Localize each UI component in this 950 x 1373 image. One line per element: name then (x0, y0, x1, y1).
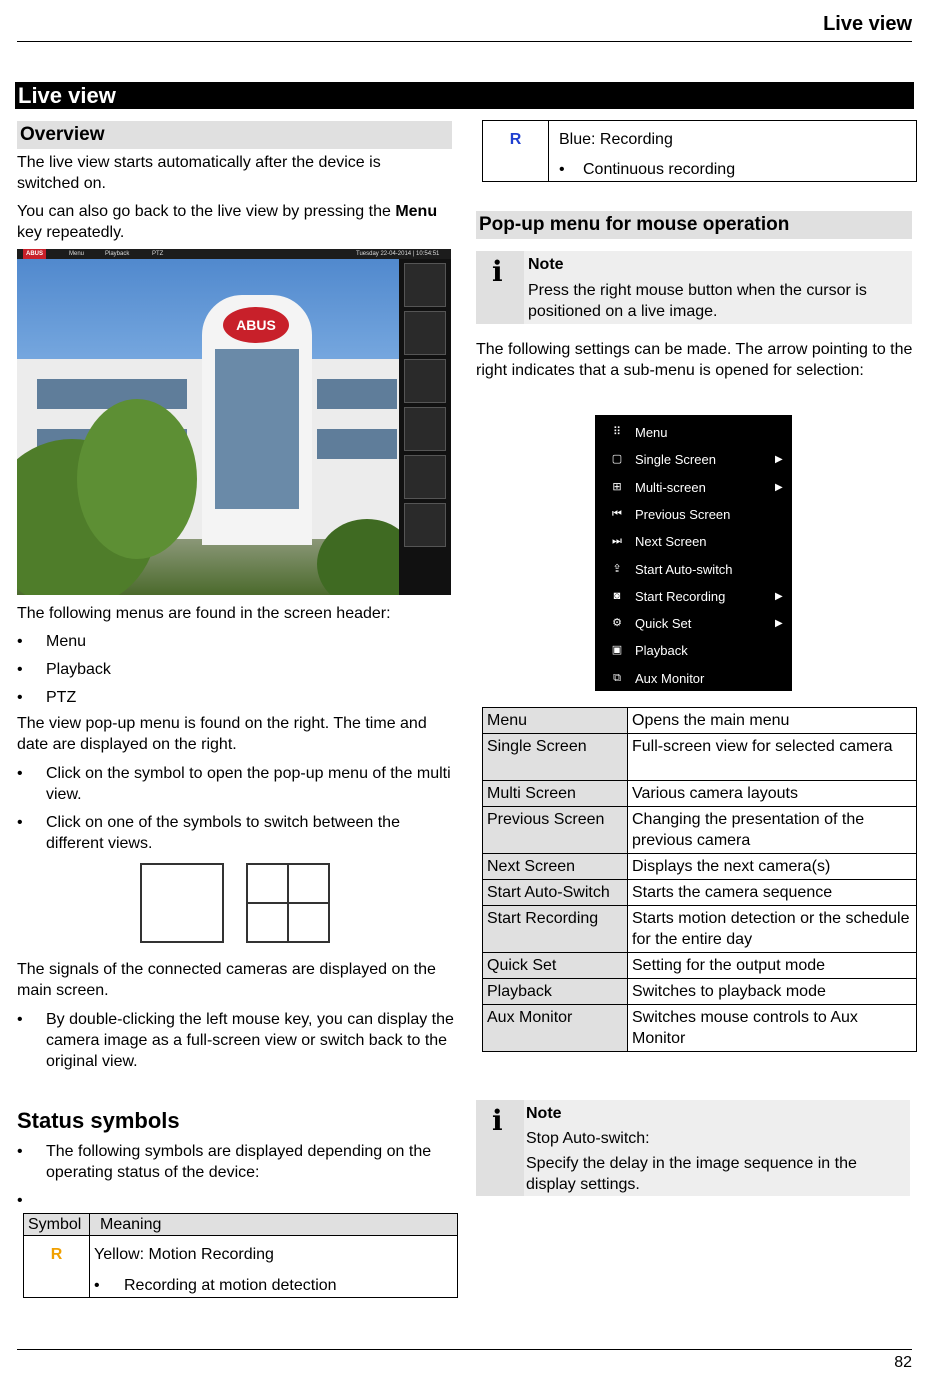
screenshot-header-bar (17, 249, 451, 259)
screenshot-ptz-item: PTZ (152, 251, 164, 257)
popup-menu-item[interactable] (595, 419, 792, 446)
header-divider (17, 41, 912, 42)
menu-item-label: Menu (635, 425, 668, 440)
popup-menu-item[interactable] (595, 610, 792, 637)
menu-item-icon: ⚙ (612, 617, 622, 630)
menu-item-label: Playback (635, 643, 688, 659)
footer-divider (17, 1349, 912, 1350)
live-view-screenshot (17, 249, 451, 595)
chapter-banner: Live view (15, 82, 914, 109)
popup-menu (595, 415, 792, 691)
table-row (483, 906, 917, 953)
table-row (483, 880, 917, 906)
table-value: Opens the main menu (628, 708, 917, 734)
overview-heading: Overview (17, 121, 452, 149)
menu-item-label: Previous Screen (635, 506, 731, 522)
menu-item-icon: ▣ (611, 644, 623, 657)
quad-view-icon[interactable] (246, 863, 330, 943)
menu-item-icon: ◙ (613, 589, 621, 602)
table-key: Quick Set (483, 953, 628, 979)
submenu-arrow-icon: ▶ (775, 590, 783, 602)
menu-item-label: Aux Monitor (635, 670, 705, 686)
menu-item-label: Multi-screen (635, 479, 706, 495)
popup-paragraph: The view pop-up menu is found on the right. The time and date are displayed on the right. (17, 715, 427, 753)
menu-key-label: Menu (395, 203, 438, 220)
table-key: Aux Monitor (483, 1005, 628, 1052)
note-line-1: Stop Auto-switch: (526, 1130, 650, 1147)
menu-item-icon: ⠿ (612, 426, 622, 438)
table-row (483, 781, 917, 807)
status-symbol-yellow: R (24, 1236, 90, 1298)
page-header-title: Live view (823, 13, 912, 35)
empty-bullet: • (17, 1192, 23, 1209)
table-key: Previous Screen (483, 807, 628, 854)
list-item: • Click on one of the symbols to switch between the different views. (17, 812, 455, 854)
note-box-2 (476, 1100, 910, 1196)
overview-paragraph-1: The live view starts automatically after the device is switched on. (17, 154, 381, 192)
screenshot-playback-item: Playback (105, 251, 130, 257)
popup-menu-item[interactable] (595, 665, 792, 692)
status-col-meaning: Meaning (90, 1214, 458, 1236)
table-key: Start Recording (483, 906, 628, 953)
popup-menu-item[interactable] (595, 556, 792, 583)
list-item: • Click on the symbol to open the pop-up menu of the multi view. (17, 763, 455, 805)
table-row (483, 734, 917, 781)
header-menus-list (17, 631, 447, 708)
view-bullets (17, 763, 455, 854)
info-icon: i (476, 1100, 524, 1196)
menu-item-label: Single Screen (635, 452, 716, 468)
table-key: Single Screen (483, 734, 628, 781)
list-item: • PTZ (17, 687, 447, 708)
table-row (483, 807, 917, 854)
menu-item-icon: ⏭ (612, 535, 622, 548)
status-table (23, 1213, 458, 1298)
status-meaning: Yellow: Motion Recording (94, 1246, 274, 1263)
table-value: Starts motion detection or the schedule for the entire day (628, 906, 917, 953)
table-key: Start Auto-Switch (483, 880, 628, 906)
status-detail: • Continuous recording (559, 159, 906, 180)
note-title: Note (526, 1105, 562, 1122)
note-box-1 (476, 251, 912, 324)
table-key: Playback (483, 979, 628, 1005)
menus-intro: The following menus are found in the screen header: (17, 605, 391, 622)
status-heading: Status symbols (17, 1108, 180, 1133)
table-value: Displays the next camera(s) (628, 854, 917, 880)
table-value: Switches to playback mode (628, 979, 917, 1005)
list-item: • By double-clicking the left mouse key, you can display the camera image as a full-screen view or switch back to the original view. (17, 1009, 457, 1072)
screenshot-logo: ABUS (23, 249, 46, 259)
table-value: Full-screen view for selected camera (628, 734, 917, 781)
popup-menu-item[interactable] (595, 474, 792, 501)
signals-bullets (17, 1009, 457, 1072)
table-row (483, 979, 917, 1005)
menu-item-label: Quick Set (635, 616, 692, 632)
status-table-continued (482, 120, 917, 182)
menu-item-label: Start Recording (635, 588, 726, 604)
menu-item-label: Next Screen (635, 534, 707, 550)
menu-item-icon: ⊞ (612, 480, 622, 493)
status-meaning: Blue: Recording (559, 131, 673, 148)
status-detail: • Recording at motion detection (94, 1275, 453, 1296)
popup-menu-item[interactable] (595, 446, 792, 473)
submenu-arrow-icon: ▶ (775, 454, 783, 466)
note-title: Note (528, 256, 564, 273)
popup-menu-item[interactable] (595, 528, 792, 555)
table-value: Switches mouse controls to Aux Monitor (628, 1005, 917, 1052)
status-col-symbol: Symbol (24, 1214, 90, 1236)
building-sign: ABUS (223, 307, 289, 343)
list-item: • Playback (17, 659, 447, 680)
status-symbol-blue: R (483, 121, 549, 182)
function-table (482, 707, 917, 1052)
popup-intro: The following settings can be made. The arrow pointing to the right indicates that a sub-menu is opened for selection: (476, 341, 913, 379)
table-key: Next Screen (483, 854, 628, 880)
menu-item-label: Start Auto-switch (635, 561, 733, 577)
table-value: Setting for the output mode (628, 953, 917, 979)
table-row (483, 854, 917, 880)
table-value: Starts the camera sequence (628, 880, 917, 906)
table-row (483, 708, 917, 734)
signals-paragraph: The signals of the connected cameras are displayed on the main screen. (17, 961, 436, 999)
note-text: Press the right mouse button when the cursor is positioned on a live image. (528, 282, 867, 320)
popup-menu-item[interactable] (595, 637, 792, 664)
list-item: • Menu (17, 631, 447, 652)
menu-item-icon: ⏮ (612, 507, 622, 520)
page-number: 82 (894, 1354, 912, 1371)
submenu-arrow-icon: ▶ (775, 481, 783, 493)
table-value: Changing the presentation of the previous camera (628, 807, 917, 854)
single-view-icon[interactable] (140, 863, 224, 943)
menu-item-icon: ⧉ (613, 671, 621, 684)
popup-heading: Pop-up menu for mouse operation (476, 211, 912, 239)
table-key: Menu (483, 708, 628, 734)
status-bullets (17, 1141, 447, 1183)
note-line-2: Specify the delay in the image sequence in the display settings. (526, 1155, 857, 1193)
list-item: • The following symbols are displayed depending on the operating status of the device: (17, 1141, 447, 1183)
menu-item-icon: ⇪ (612, 562, 622, 575)
screenshot-datetime: Tuesday 22-04-2014 | 10:54:51 (356, 251, 440, 257)
screenshot-menu-item: Menu (69, 251, 85, 257)
table-row (483, 1005, 917, 1052)
table-key: Multi Screen (483, 781, 628, 807)
info-icon: i (476, 251, 524, 324)
table-value: Various camera layouts (628, 781, 917, 807)
popup-menu-item[interactable] (595, 501, 792, 528)
submenu-arrow-icon: ▶ (775, 618, 783, 630)
overview-paragraph-2: You can also go back to the live view by pressing the Menu key repeatedly. (17, 203, 438, 241)
menu-item-icon: ▢ (611, 453, 623, 466)
popup-menu-item[interactable] (595, 583, 792, 610)
table-row (483, 953, 917, 979)
multiview-thumbnails[interactable] (399, 259, 451, 595)
